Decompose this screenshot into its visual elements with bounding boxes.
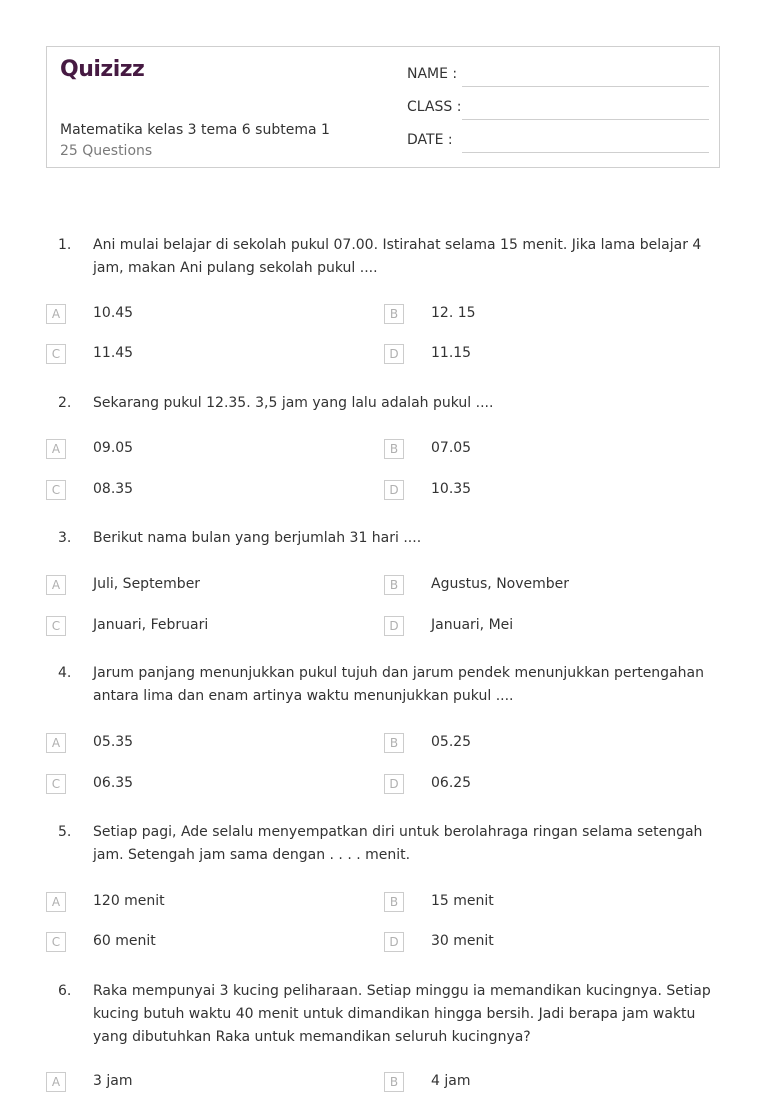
option-text: 11.15 bbox=[431, 345, 472, 361]
option-text: 30 menit bbox=[431, 933, 494, 949]
question-count: 25 Questions bbox=[60, 143, 153, 159]
option-letter: A bbox=[46, 1072, 66, 1092]
name-label: NAME : bbox=[407, 66, 458, 82]
option-letter: D bbox=[384, 616, 404, 636]
option-letter: A bbox=[46, 575, 66, 595]
option-text: 06.25 bbox=[431, 775, 472, 791]
option-text: Januari, Februari bbox=[93, 617, 209, 633]
worksheet-header bbox=[46, 46, 720, 168]
name-field[interactable] bbox=[407, 66, 709, 86]
option-letter: B bbox=[384, 1072, 404, 1092]
option-letter: C bbox=[46, 774, 66, 794]
option-text: 120 menit bbox=[93, 893, 165, 909]
option-text: 08.35 bbox=[93, 481, 134, 497]
option-text: 07.05 bbox=[431, 440, 472, 456]
option-text: 05.35 bbox=[93, 734, 134, 750]
option-letter: B bbox=[384, 733, 404, 753]
question-number: 6. bbox=[58, 983, 72, 999]
option-letter: D bbox=[384, 480, 404, 500]
question-number: 3. bbox=[58, 530, 72, 546]
option-letter: D bbox=[384, 774, 404, 794]
option-text: 3 jam bbox=[93, 1073, 133, 1089]
class-line bbox=[462, 119, 709, 120]
question-text: Berikut nama bulan yang berjumlah 31 hari .... bbox=[93, 530, 422, 546]
option-text: 09.05 bbox=[93, 440, 134, 456]
option-letter: A bbox=[46, 439, 66, 459]
option-text: 05.25 bbox=[431, 734, 472, 750]
question-text: Jarum panjang menunjukkan pukul tujuh dan jarum pendek menunjukkan pertengahan antara lima dan enam artinya waktu menunjukkan pukul .... bbox=[93, 665, 704, 704]
question-text: Setiap pagi, Ade selalu menyempatkan diri untuk berolahraga ringan selama setengah jam. Setengah jam sama dengan . . . . menit. bbox=[93, 824, 703, 863]
class-field[interactable] bbox=[407, 99, 709, 119]
option-text: 11.45 bbox=[93, 345, 134, 361]
class-label: CLASS : bbox=[407, 99, 462, 115]
option-text: 06.35 bbox=[93, 775, 134, 791]
option-letter: C bbox=[46, 932, 66, 952]
name-line bbox=[462, 86, 709, 87]
option-text: 12. 15 bbox=[431, 305, 476, 321]
option-letter: C bbox=[46, 616, 66, 636]
option-text: 15 menit bbox=[431, 893, 494, 909]
quizizz-logo: Quizizz bbox=[60, 57, 145, 82]
date-label: DATE : bbox=[407, 132, 453, 148]
question-text: Sekarang pukul 12.35. 3,5 jam yang lalu adalah pukul .... bbox=[93, 395, 494, 411]
question-text: Ani mulai belajar di sekolah pukul 07.00. Istirahat selama 15 menit. Jika lama belajar 4 jam, makan Ani pulang sekolah pukul .... bbox=[93, 237, 702, 276]
option-text: 60 menit bbox=[93, 933, 156, 949]
option-letter: B bbox=[384, 304, 404, 324]
option-letter: A bbox=[46, 733, 66, 753]
option-text: 10.45 bbox=[93, 305, 134, 321]
question-text: Raka mempunyai 3 kucing peliharaan. Setiap minggu ia memandikan kucingnya. Setiap kucing butuh waktu 40 menit untuk dimandikan hingga bersih. Jadi berapa jam waktu yang dibutuhkan Raka untuk memandikan seluruh kucingnya? bbox=[93, 983, 711, 1045]
question-number: 2. bbox=[58, 395, 72, 411]
date-line bbox=[462, 152, 709, 153]
option-letter: B bbox=[384, 439, 404, 459]
question-number: 4. bbox=[58, 665, 72, 681]
option-text: Juli, September bbox=[93, 576, 201, 592]
option-letter: C bbox=[46, 344, 66, 364]
option-letter: A bbox=[46, 892, 66, 912]
option-letter: A bbox=[46, 304, 66, 324]
option-letter: D bbox=[384, 344, 404, 364]
option-text: Januari, Mei bbox=[431, 617, 514, 633]
question-number: 1. bbox=[58, 237, 72, 253]
option-letter: B bbox=[384, 575, 404, 595]
worksheet-title: Matematika kelas 3 tema 6 subtema 1 bbox=[60, 122, 330, 138]
question-number: 5. bbox=[58, 824, 72, 840]
option-text: Agustus, November bbox=[431, 576, 570, 592]
option-text: 10.35 bbox=[431, 481, 472, 497]
option-letter: C bbox=[46, 480, 66, 500]
option-letter: D bbox=[384, 932, 404, 952]
option-text: 4 jam bbox=[431, 1073, 471, 1089]
date-field[interactable] bbox=[407, 132, 709, 152]
option-letter: B bbox=[384, 892, 404, 912]
